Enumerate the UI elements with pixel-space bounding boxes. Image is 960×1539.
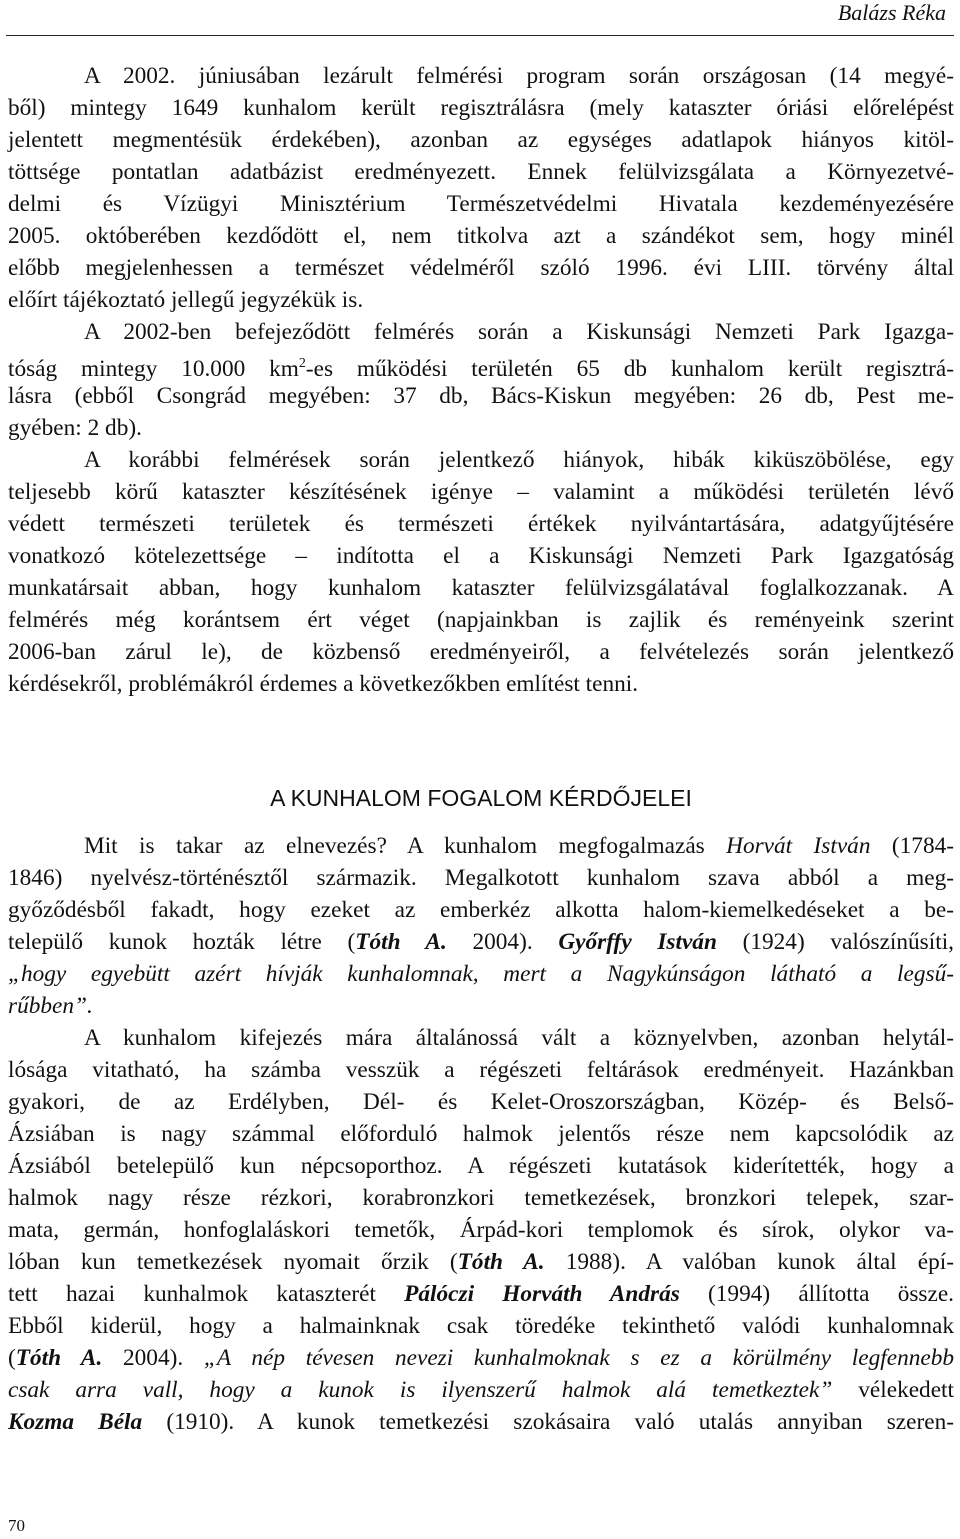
header-rule [6, 35, 954, 36]
text-line [8, 348, 954, 380]
text-line: gyében: 2 db). [8, 415, 142, 441]
text-run: (1784- [870, 833, 954, 859]
text-line: védett természeti területek és természeti értékek nyilvántartására, adatgyűjtésére [8, 511, 954, 537]
paragraph-3 [8, 444, 954, 700]
paragraph-1 [8, 60, 954, 316]
text-line: lósága vitatható, ha számba vesszük a régészeti feltárások eredményeit. Hazánkban [8, 1057, 954, 1083]
text-line: előbb megjelenhessen a természet védelméről szóló 1996. évi LIII. törvény által [8, 255, 954, 281]
paragraph-5 [8, 1022, 954, 1438]
text-line: A 2002-ben befejeződött felmérés során a Kiskunsági Nemzeti Park Igazga- [84, 319, 954, 345]
text-line [8, 926, 954, 958]
text-line: vonatkozó kötelezettsége – indította el a Kiskunsági Nemzeti Park Igazgatóság [8, 543, 954, 569]
text-line: Ebből kiderül, hogy a halmainknak csak töredéke tekinthető valódi kunhalomnak [8, 1313, 954, 1339]
running-head-author: Balázs Réka [837, 0, 946, 25]
section-heading: A KUNHALOM FOGALOM KÉRDŐJELEI [270, 785, 692, 811]
text-line [8, 1374, 954, 1406]
text-line: előírt tájékoztató jellegű jegyzékük is. [8, 287, 364, 313]
text-line: delmi és Vízügyi Minisztérium Természetvédelmi Hivatala kezdeményezésére [8, 191, 954, 217]
text-line [8, 1246, 954, 1278]
page-number: 70 [8, 1516, 25, 1535]
paragraph-4 [8, 830, 954, 1022]
text-line: kérdésekről, problémákról érdemes a következőkben említést tenni. [8, 671, 639, 697]
quotation: „hogy egyebütt azért hívják kunhalomnak, mert a Nagykúnságon látható a legsű- [8, 961, 954, 987]
author-name: Kozma Béla [8, 1409, 143, 1435]
text-line: 1846) nyelvész-történésztől származik. Megalkotott kunhalom szava abból a meg- [8, 865, 954, 891]
superscript: 2 [298, 356, 306, 371]
text-run: tóság mintegy 10.000 km [8, 355, 299, 382]
text-line: lásra (ebből Csongrád megyében: 37 db, Bács-Kiskun megyében: 26 db, Pest me- [8, 383, 954, 409]
author-name: Horvát István [726, 833, 871, 859]
text-run: ( [8, 1345, 16, 1371]
text-line [8, 1406, 954, 1438]
citation-author: Tóth A. [15, 1345, 103, 1371]
text-run: (1910). A kunok temetkezési szokásaira való utalás annyiban szeren- [142, 1409, 954, 1435]
paragraph-2 [8, 316, 954, 444]
text-line: Ázsiában is nagy számmal előforduló halmok jelentős része nem kapcsolódik az [8, 1121, 954, 1147]
text-run: 1988). A valóban kunok által épí- [544, 1249, 954, 1275]
text-line: mata, germán, honfoglaláskori temetők, Árpád-kori templomok és sírok, olykor va- [8, 1217, 954, 1243]
text-line: teljesebb körű kataszter készítésének igénye – valamint a működési területén lévő [8, 479, 954, 505]
text-line: Ázsiából betelepülő kun népcsoporthoz. A régészeti kutatások kiderítették, hogy a [8, 1153, 954, 1179]
page-header [0, 0, 960, 46]
text-line [8, 1278, 954, 1310]
text-line: halmok nagy része rézkori, korabronzkori temetkezések, bronzkori telepek, szar- [8, 1185, 954, 1211]
quotation: rűbben”. [8, 993, 93, 1019]
text-run: lóban kun temetkezések nyomait őrzik ( [8, 1249, 458, 1275]
quotation: „A nép tévesen nevezi kunhalmoknak s ez a körülmény legfennebb [203, 1345, 955, 1371]
text-line: győződésből fakadt, hogy ezeket az emberkéz alkotta halom-kiemelkedéseket a be- [8, 897, 954, 923]
text-line: A kunhalom kifejezés mára általánossá vált a köznyelvben, azonban helytál- [84, 1025, 954, 1051]
citation-author: Tóth A. [355, 929, 447, 955]
quotation-line [8, 990, 954, 1022]
text-line: 2006-ban zárul le), de közbenső eredményeiről, a felvételezés során jelentkező [8, 639, 954, 665]
text-line: munkatársait abban, hogy kunhalom kataszter felülvizsgálatával foglalkozzanak. A [8, 575, 954, 601]
text-run: vélekedett [832, 1377, 954, 1403]
text-line: A 2002. júniusában lezárult felmérési program során országosan (14 megyé- [84, 63, 954, 89]
quotation: csak arra vall, hogy a kunok is ilyenszerű halmok alá temetkeztek” [8, 1377, 833, 1403]
citation-author: Tóth A. [457, 1249, 545, 1275]
text-line [8, 830, 954, 862]
text-run: tett hazai kunhalmok kataszterét [8, 1281, 405, 1307]
text-line: 2005. októberében kezdődött el, nem titkolva azt a szándékot sem, hogy minél [8, 223, 954, 249]
text-run: (1924) valószínűsíti, [716, 929, 954, 955]
text-run: (1994) állította össze. [679, 1281, 954, 1307]
text-run: -es működési területén 65 db kunhalom került regisztrá- [305, 355, 954, 382]
text-line: gyakori, de az Erdélyben, Dél- és Kelet-Oroszországban, Közép- és Belső- [8, 1089, 954, 1115]
text-run: települő kunok hozták létre ( [8, 929, 356, 955]
text-line: ből) mintegy 1649 kunhalom került regisztrálásra (mely kataszter óriási előrelépést [8, 95, 954, 121]
text-line: A korábbi felmérések során jelentkező hiányok, hibák kiküszöbölése, egy [84, 447, 954, 473]
text-line: jelentett megmentésük érdekében), azonban az egységes adatlapok hiányos kitöl- [8, 127, 954, 153]
text-run: 2004). [102, 1345, 204, 1371]
author-name: Pálóczi Horváth András [404, 1281, 680, 1307]
text-run: 2004). [446, 929, 559, 955]
text-line: felmérés még korántsem ért véget (napjainkban is zajlik és reményeink szerint [8, 607, 954, 633]
author-name: Győrffy István [558, 929, 717, 955]
section-gap [8, 700, 954, 766]
quotation-line [8, 958, 954, 990]
text-run: Mit is takar az elnevezés? A kunhalom megfogalmazás [84, 833, 727, 859]
page-body [8, 60, 954, 1438]
text-line: töttsége pontatlan adatbázist eredményezett. Ennek felülvizsgálata a Környezetvé- [8, 159, 954, 185]
text-line [8, 1342, 954, 1374]
